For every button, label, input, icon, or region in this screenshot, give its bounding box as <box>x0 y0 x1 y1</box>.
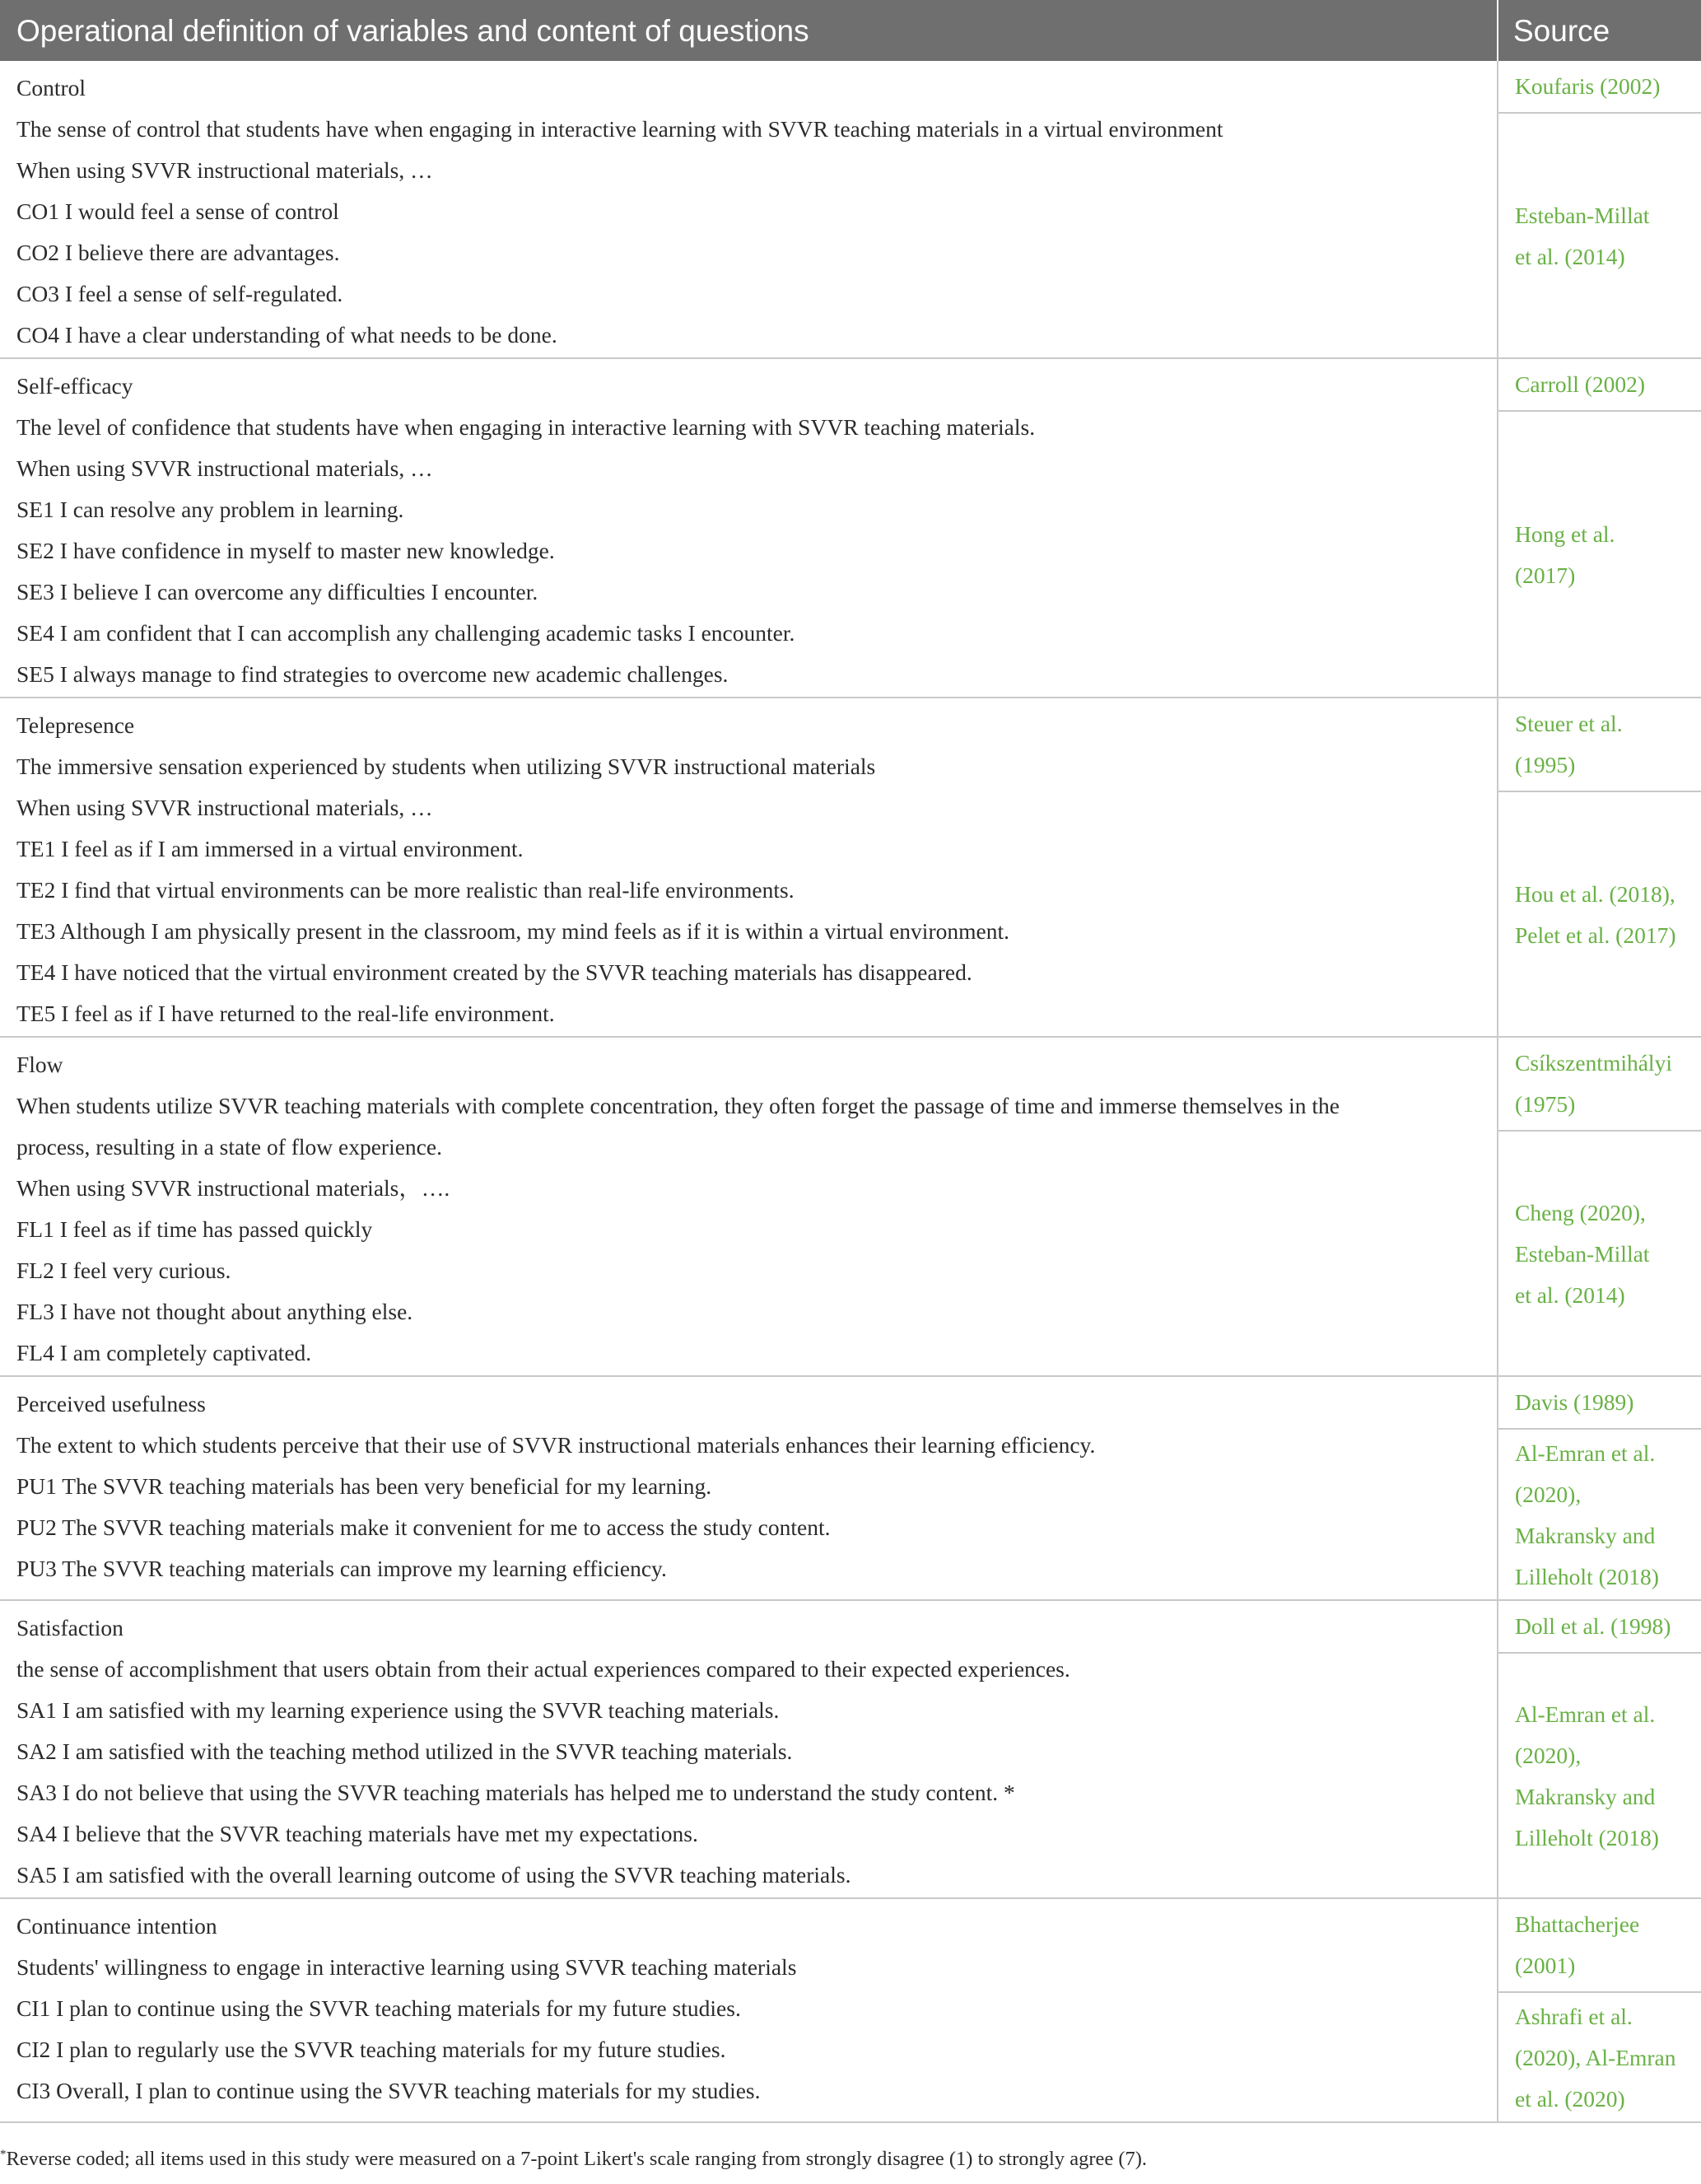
source-line: (2020), <box>1515 1482 1582 1507</box>
section-title: Flow <box>16 1052 63 1077</box>
section-control <box>0 61 1701 359</box>
source-line: (1975) <box>1515 1091 1576 1117</box>
source-primary <box>1498 61 1701 112</box>
footnote-marker: * <box>0 2148 7 2161</box>
item: CO2 I believe there are advantages. <box>16 240 340 265</box>
definition: The extent to which students perceive that their use of SVVR instructional materials enhances their learning efficiency. <box>16 1432 1096 1458</box>
source-line: (1995) <box>1515 752 1576 777</box>
footnote-text: Reverse coded; all items used in this study were measured on a 7-point Likert's scale ranging from strongly disagree (1) to strongly agree (7). <box>6 2148 1148 2171</box>
source-secondary <box>1498 1428 1701 1601</box>
definition: the sense of accomplishment that users obtain from their actual experiences compared to their expected experiences. <box>16 1656 1070 1682</box>
section-title: Satisfaction <box>16 1615 123 1640</box>
source-cell <box>1497 1899 1701 2121</box>
source-line: Hong et al. <box>1515 521 1615 547</box>
item: SE4 I am confident that I can accomplish any challenging academic tasks I encounter. <box>16 620 795 646</box>
source-line: Cheng (2020), <box>1515 1200 1646 1225</box>
source-line: Esteban-Millat <box>1515 1241 1650 1267</box>
source-line: Csíkszentmihályi <box>1515 1050 1672 1076</box>
source-line: Carroll (2002) <box>1515 371 1646 397</box>
item: CI1 I plan to continue using the SVVR teaching materials for my future studies. <box>16 1995 741 2021</box>
source-primary <box>1498 1601 1701 1652</box>
source-line: Ashrafi et al. <box>1515 2004 1633 2029</box>
item: CI3 Overall, I plan to continue using the SVVR teaching materials for my studies. <box>16 2078 761 2103</box>
item: TE5 I feel as if I have returned to the real-life environment. <box>16 1001 555 1026</box>
source-primary <box>1498 1038 1701 1130</box>
definition: The sense of control that students have when engaging in interactive learning with SVVR teaching materials in a virtual environment <box>16 116 1223 142</box>
section-text <box>0 1377 1497 1589</box>
item: PU3 The SVVR teaching materials can improve my learning efficiency. <box>16 1556 667 1581</box>
table-header <box>0 0 1701 61</box>
header-definition: Operational definition of variables and content of questions <box>16 14 809 48</box>
section-title: Perceived usefulness <box>16 1391 206 1416</box>
section-text <box>0 61 1497 356</box>
item: SE3 I believe I can overcome any difficulties I encounter. <box>16 579 538 604</box>
source-line: Al-Emran et al. <box>1515 1701 1656 1727</box>
section-title: Continuance intention <box>16 1913 217 1939</box>
section-text <box>0 359 1497 695</box>
section-continuance-intention <box>0 1899 1701 2123</box>
item: SA2 I am satisfied with the teaching method utilized in the SVVR teaching materials. <box>16 1738 793 1764</box>
source-cell <box>1497 1377 1701 1599</box>
source-cell <box>1497 359 1701 697</box>
source-cell <box>1497 61 1701 357</box>
item: SE1 I can resolve any problem in learning. <box>16 497 404 522</box>
item: CO4 I have a clear understanding of what needs to be done. <box>16 322 557 348</box>
section-text <box>0 1038 1497 1374</box>
item: SA4 I believe that the SVVR teaching materials have met my expectations. <box>16 1821 698 1846</box>
source-line: (2017) <box>1515 562 1576 588</box>
source-cell <box>1497 1601 1701 1897</box>
item: PU2 The SVVR teaching materials make it convenient for me to access the study content. <box>16 1514 831 1540</box>
item: FL1 I feel as if time has passed quickly <box>16 1216 373 1242</box>
source-line: Doll et al. (1998) <box>1515 1613 1671 1639</box>
section-text <box>0 1601 1497 1896</box>
source-line: et al. (2020) <box>1515 2086 1625 2112</box>
source-primary <box>1498 1899 1701 1991</box>
source-line: (2001) <box>1515 1953 1576 1978</box>
source-line: (2020), Al-Emran <box>1515 2045 1676 2070</box>
item: SE2 I have confidence in myself to master new knowledge. <box>16 538 555 563</box>
item: CO3 I feel a sense of self-regulated. <box>16 281 343 306</box>
definition: The level of confidence that students have when engaging in interactive learning with SVVR teaching materials. <box>16 414 1036 440</box>
section-self-efficacy <box>0 359 1701 698</box>
source-line: et al. (2014) <box>1515 1282 1625 1308</box>
source-line: et al. (2014) <box>1515 244 1625 269</box>
source-secondary <box>1498 791 1701 1038</box>
section-text <box>0 698 1497 1034</box>
source-primary <box>1498 359 1701 410</box>
section-flow <box>0 1038 1701 1377</box>
source-secondary <box>1498 1991 1701 2123</box>
item: SA5 I am satisfied with the overall learning outcome of using the SVVR teaching materials. <box>16 1862 851 1888</box>
prompt: When using SVVR instructional materials, … <box>16 157 433 183</box>
item: FL4 I am completely captivated. <box>16 1340 312 1365</box>
item: CO1 I would feel a sense of control <box>16 198 339 224</box>
source-secondary <box>1498 1130 1701 1377</box>
source-line: Steuer et al. <box>1515 711 1623 736</box>
item: SE5 I always manage to find strategies to overcome new academic challenges. <box>16 661 729 687</box>
item: TE2 I find that virtual environments can be more realistic than real-life environments. <box>16 877 795 903</box>
item: TE4 I have noticed that the virtual environment created by the SVVR teaching materials has disappeared. <box>16 959 972 985</box>
section-perceived-usefulness <box>0 1377 1701 1601</box>
definition: Students' willingness to engage in interactive learning using SVVR teaching materials <box>16 1954 797 1980</box>
item: TE3 Although I am physically present in the classroom, my mind feels as if it is within a virtual environment. <box>16 918 1009 944</box>
source-line: Davis (1989) <box>1515 1389 1634 1415</box>
item: TE1 I feel as if I am immersed in a virtual environment. <box>16 836 524 861</box>
source-cell <box>1497 1038 1701 1375</box>
source-secondary <box>1498 1652 1701 1899</box>
prompt: When using SVVR instructional materials, … <box>16 455 433 481</box>
item: CI2 I plan to regularly use the SVVR teaching materials for my future studies. <box>16 2037 726 2062</box>
source-line: Lilleholt (2018) <box>1515 1564 1659 1589</box>
source-line: Al-Emran et al. <box>1515 1440 1656 1466</box>
header-source: Source <box>1513 14 1610 48</box>
definition: The immersive sensation experienced by students when utilizing SVVR instructional materials <box>16 754 876 779</box>
section-title: Telepresence <box>16 712 135 738</box>
source-line: Makransky and <box>1515 1523 1656 1548</box>
section-satisfaction <box>0 1601 1701 1899</box>
source-line: Pelet et al. (2017) <box>1515 922 1676 948</box>
source-line: Bhattacherjee <box>1515 1911 1640 1937</box>
source-line: Lilleholt (2018) <box>1515 1825 1659 1850</box>
definition: When students utilize SVVR teaching materials with complete concentration, they often forget the passage of time and immerse themselves in the <box>16 1093 1340 1118</box>
item: PU1 The SVVR teaching materials has been very beneficial for my learning. <box>16 1473 712 1499</box>
item: FL2 I feel very curious. <box>16 1258 231 1283</box>
source-line: Makransky and <box>1515 1784 1656 1809</box>
item: FL3 I have not thought about anything else. <box>16 1299 413 1324</box>
item: SA1 I am satisfied with my learning experience using the SVVR teaching materials. <box>16 1697 780 1723</box>
source-secondary <box>1498 112 1701 359</box>
source-line: Hou et al. (2018), <box>1515 881 1675 907</box>
source-cell <box>1497 698 1701 1036</box>
prompt: When using SVVR instructional materials, … <box>16 795 433 820</box>
table-footnote <box>0 2148 1701 2171</box>
definition-cont: process, resulting in a state of flow experience. <box>16 1134 442 1160</box>
source-secondary <box>1498 410 1701 698</box>
section-text <box>0 1899 1497 2112</box>
source-line: Koufaris (2002) <box>1515 73 1661 99</box>
item: SA3 I do not believe that using the SVVR teaching materials has helped me to understand the study content. * <box>16 1780 1015 1805</box>
source-line: Esteban-Millat <box>1515 203 1650 228</box>
source-primary <box>1498 1377 1701 1428</box>
section-title: Self-efficacy <box>16 373 133 399</box>
section-title: Control <box>16 75 86 100</box>
source-line: (2020), <box>1515 1743 1582 1768</box>
header-divider <box>1497 0 1498 61</box>
prompt: When using SVVR instructional materials，…. <box>16 1175 450 1201</box>
section-telepresence <box>0 698 1701 1038</box>
source-primary <box>1498 698 1701 791</box>
